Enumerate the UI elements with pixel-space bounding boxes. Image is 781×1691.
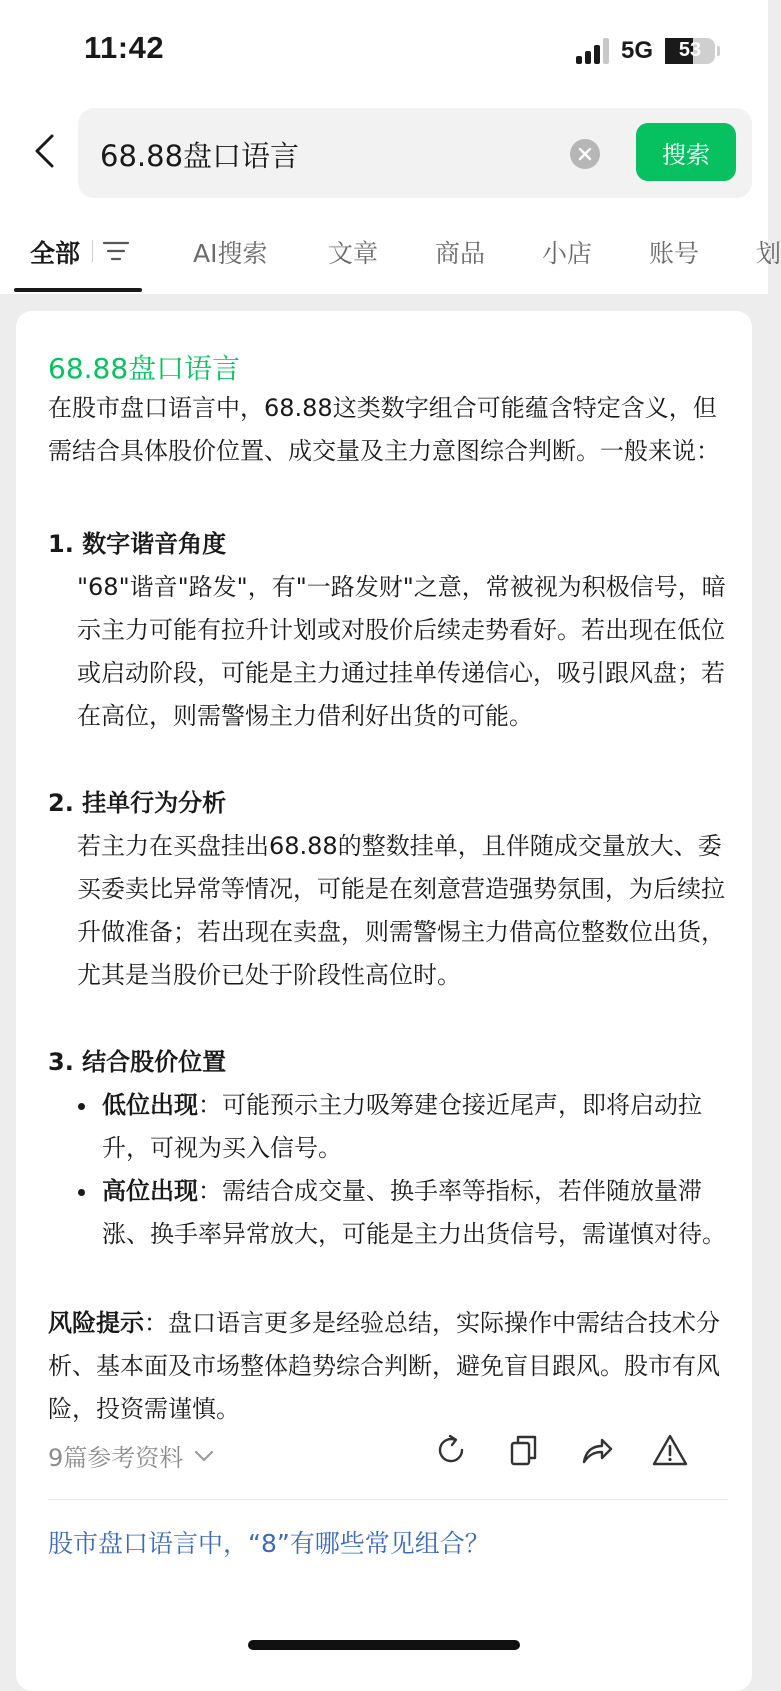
chevron-down-icon	[193, 1449, 215, 1463]
section-text: 若主力在买盘挂出68.88的整数挂单，且伴随成交量放大、委买委卖比异常等情况，可能是在刻意营造强势氛围，为后续拉升做准备；若出现在卖盘，则需警惕主力借高位整数位出货，尤其是当股价已处于阶段性高位时。	[77, 832, 725, 989]
clear-icon	[578, 147, 592, 161]
risk-note	[48, 1302, 728, 1431]
filter-icon[interactable]	[102, 239, 130, 263]
category-tabs	[0, 208, 781, 294]
tab-articles[interactable]: 文章	[328, 239, 379, 268]
tab-all[interactable]: 全部	[30, 239, 81, 268]
battery-icon	[665, 38, 715, 64]
search-button[interactable]: 搜索	[636, 123, 736, 181]
section-2	[48, 782, 728, 997]
back-arrow-icon	[32, 133, 56, 169]
report-icon[interactable]	[652, 1433, 688, 1467]
risk-label: 风险提示	[48, 1309, 144, 1337]
tab-products[interactable]: 商品	[435, 239, 486, 268]
refresh-icon[interactable]	[434, 1433, 468, 1467]
battery-tip	[717, 46, 720, 56]
back-button[interactable]	[24, 126, 64, 176]
section-1	[48, 523, 728, 738]
active-tab-indicator	[14, 288, 142, 292]
section-heading: 3. 结合股价位置	[48, 1048, 227, 1076]
bullet-text: ：可能预示主力吸筹建仓接近尾声，即将启动拉升，可视为买入信号。	[102, 1091, 702, 1162]
ai-answer-card	[16, 311, 752, 1691]
section-text: "68"谐音"路发"，有"一路发财"之意，常被视为积极信号，暗示主力可能有拉升计划或对股价后续走势看好。若出现在低位或启动阶段，可能是主力通过挂单传递信心，吸引跟风盘；若在高位，则需警惕主力借利好出货的可能。	[77, 573, 726, 730]
cellular-signal-icon	[576, 38, 609, 64]
search-header	[0, 100, 768, 208]
bullet-text: ：需结合成交量、换手率等指标，若伴随放量滞涨、换手率异常放大，可能是主力出货信号，需谨慎对待。	[102, 1177, 726, 1248]
status-bar	[0, 0, 768, 100]
status-time: 11:42	[84, 30, 165, 65]
section-heading: 1. 数字谐音角度	[48, 530, 227, 558]
home-indicator[interactable]	[248, 1640, 520, 1650]
list-item	[48, 1084, 728, 1170]
answer-title: 68.88盘口语言	[48, 352, 241, 385]
tab-ai-search[interactable]: AI搜索	[193, 239, 268, 268]
clear-button[interactable]	[570, 139, 600, 169]
status-indicators	[576, 34, 720, 68]
bullet-label: 低位出现	[102, 1091, 198, 1119]
tab-accounts[interactable]: 账号	[649, 239, 700, 268]
risk-text: ：盘口语言更多是经验总结，实际操作中需结合技术分析、基本面及市场整体趋势综合判断，避免盲目跟风。股市有风险，投资需谨慎。	[48, 1309, 720, 1423]
answer-intro: 在股市盘口语言中，68.88这类数字组合可能蕴含特定含义，但需结合具体股价位置、成交量及主力意图综合判断。一般来说：	[48, 394, 720, 465]
tab-shops[interactable]: 小店	[542, 239, 593, 268]
references-toggle[interactable]	[48, 1438, 215, 1473]
copy-icon[interactable]	[508, 1433, 540, 1467]
section-heading: 2. 挂单行为分析	[48, 789, 227, 817]
search-box[interactable]	[78, 108, 752, 198]
search-input[interactable]: 68.88盘口语言	[100, 139, 300, 173]
section-3	[48, 1041, 728, 1256]
tab-separator	[92, 240, 93, 262]
network-type: 5G	[620, 37, 653, 64]
divider	[48, 1499, 728, 1500]
tab-more[interactable]: 划	[756, 239, 781, 268]
share-icon[interactable]	[580, 1433, 614, 1467]
related-question-link[interactable]: 股市盘口语言中，“8”有哪些常见组合？	[48, 1529, 490, 1558]
battery-level: 53	[678, 39, 702, 61]
references-label: 9篇参考资料	[48, 1444, 184, 1472]
list-item	[48, 1170, 728, 1256]
bullet-label: 高位出现	[102, 1177, 198, 1205]
